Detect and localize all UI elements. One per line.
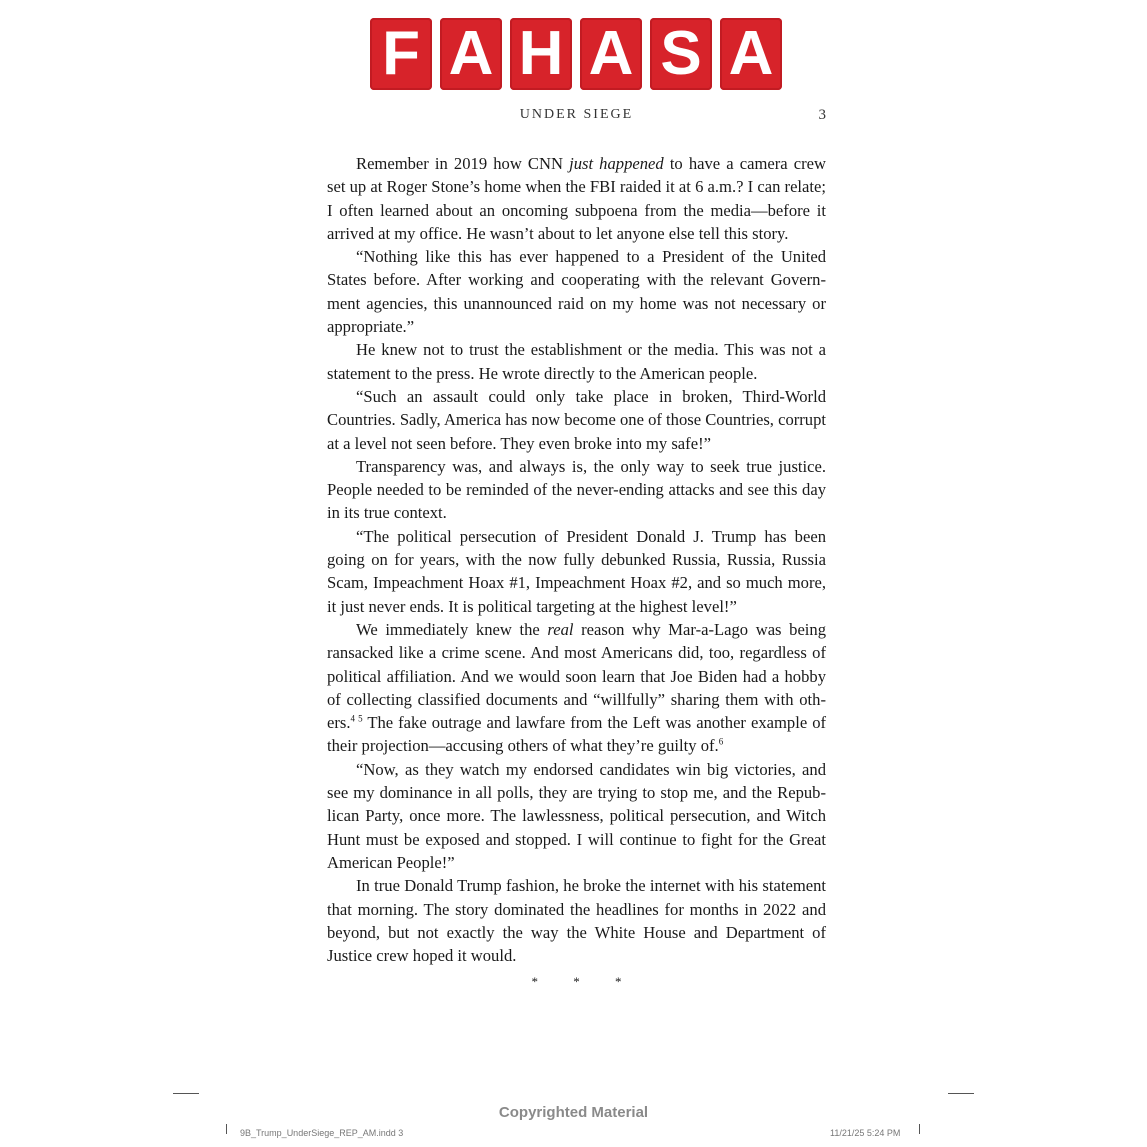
text-run: He knew not to trust the establishment or the media. This was not a statement to the press. He wrote directly to the American people. xyxy=(327,340,826,383)
logo-letter: A xyxy=(448,19,494,88)
text-run: “The political persecution of President Donald J. Trump has been going on for years, with the now fully debunked Russia, Russia, Russia Scam, Impeachment Hoax #1, Impeachment Hoax #2, and so much more, it just never ends. It is political targeting at the highest level!” xyxy=(327,526,826,616)
fahasa-logo xyxy=(370,18,782,90)
text-run: “Such an assault could only take place in broken, Third-World Countries. Sadly, America has now become one of those Countries, corrupt at a level not seen before. They even broke into my safe!” xyxy=(327,386,826,453)
logo-tile xyxy=(720,18,782,90)
paragraph xyxy=(327,152,826,245)
print-timestamp: 11/21/25 5:24 PM xyxy=(830,1128,901,1138)
copyright-notice: Copyrighted Material xyxy=(498,1104,649,1121)
crop-tick-right xyxy=(919,1124,920,1134)
page-number: 3 xyxy=(818,107,826,120)
footnote-ref: 6 xyxy=(718,736,724,747)
crop-mark-right xyxy=(948,1093,974,1094)
logo-letter: A xyxy=(588,19,634,88)
logo-tile xyxy=(510,18,572,90)
logo-letter: H xyxy=(518,19,564,88)
text-run: to have a camera crew set up at Roger Stone’s home when the FBI raided it at 6 a.m.? I can relate; I often learned about an oncoming subpoena from the media—before it arrived at my office. He wasn’t about to let anyone else tell this story. xyxy=(327,154,827,243)
paragraph xyxy=(327,385,826,455)
logo-letter: A xyxy=(728,19,774,88)
text-run: The fake outrage and lawfare from the Left was another example of their projection—accusing others of what they’re guilty of. xyxy=(327,713,827,756)
footnote-ref: 4 5 xyxy=(350,713,363,724)
file-slug: 9B_Trump_UnderSiege_REP_AM.indd 3 xyxy=(240,1128,404,1138)
paragraph xyxy=(327,758,826,874)
text-run: In true Donald Trump fashion, he broke the internet with his statement that morning. The story dominated the headlines for months in 2022 and beyond, but not exactly the way the White House and Department of Justice crew hoped it would. xyxy=(327,876,826,966)
logo-letter: F xyxy=(382,19,420,88)
text-run: “Now, as they watch my endorsed candidates win big victories, and see my dominance in all polls, they are trying to stop me, and the Republican Party, once more. The lawlessness, political persecution, and Witch Hunt must be exposed and stopped. I will continue to fight for the Great American People!” xyxy=(327,759,826,872)
text-run: Remember in 2019 how CNN xyxy=(356,154,570,173)
italic-text: real xyxy=(547,619,574,639)
text-run: Transparency was, and always is, the only way to seek true justice. People needed to be reminded of the never-ending attacks and see this day in its true context. xyxy=(327,456,826,523)
scene-break: * * * xyxy=(531,974,638,990)
logo-letter: S xyxy=(660,19,702,88)
italic-text: just happened xyxy=(569,154,664,173)
logo-tile xyxy=(580,18,642,90)
crop-tick-left xyxy=(226,1124,227,1134)
logo-tile xyxy=(440,18,502,90)
text-run: “Nothing like this has ever happened to a President of the United States before. After working and cooperating with the relevant Government agencies, this unannounced raid on my home was not necessary or appropriate.” xyxy=(327,247,826,337)
logo-tile xyxy=(370,18,432,90)
paragraph xyxy=(327,618,826,758)
paragraph xyxy=(327,338,826,385)
paragraph-list xyxy=(327,152,826,967)
running-head xyxy=(327,104,826,120)
paragraph xyxy=(327,874,826,967)
text-run: reason why Mar-a-Lago was being ransacked like a crime scene. And most Americans did, too, regardless of political affiliation. And we would soon learn that Joe Biden had a hobby of collecting classified documents and “willfully” sharing them with others. xyxy=(327,619,827,733)
running-head-title: UNDER SIEGE xyxy=(519,107,634,120)
body-text xyxy=(327,152,826,994)
logo-tile xyxy=(650,18,712,90)
paragraph xyxy=(327,245,826,338)
text-run: We immediately knew the xyxy=(356,619,548,639)
crop-mark-left xyxy=(173,1093,199,1094)
paragraph xyxy=(327,525,826,618)
paragraph xyxy=(327,455,826,525)
